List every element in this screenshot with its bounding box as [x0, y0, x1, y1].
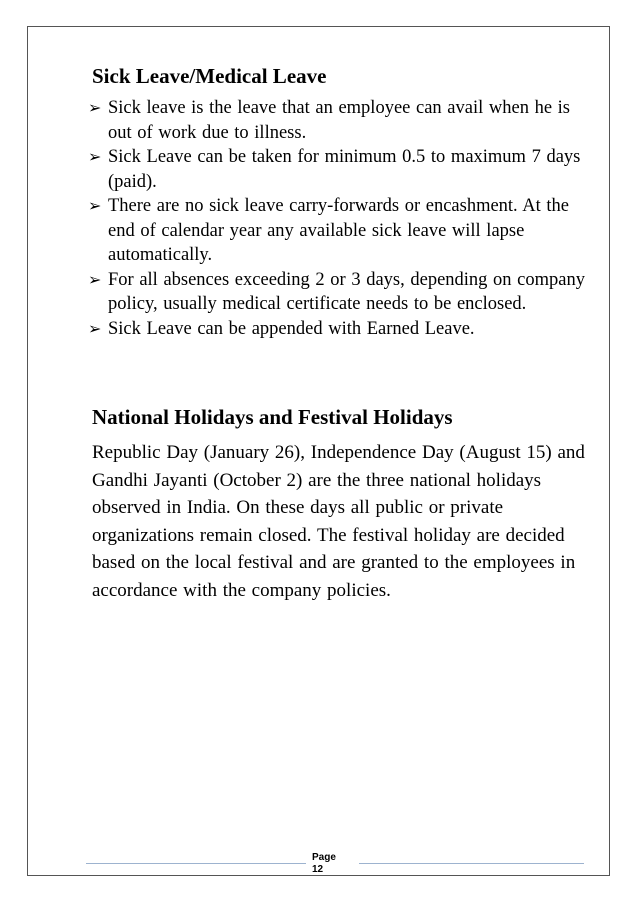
document-body: [88, 60, 592, 604]
arrow-bullet-icon: ➢: [88, 318, 102, 338]
arrow-bullet-icon: ➢: [88, 196, 102, 215]
page-label: Page: [312, 852, 336, 863]
sick-leave-list: [88, 96, 592, 341]
footer-rule-right: [359, 863, 584, 864]
list-item: [88, 268, 592, 317]
list-item: [88, 145, 592, 194]
list-item: [88, 96, 592, 145]
arrow-bullet-icon: ➢: [88, 147, 102, 166]
list-item-text: Sick Leave can be appended with Earned Leave.: [108, 318, 475, 339]
list-item-text: For all absences exceeding 2 or 3 days, depending on company policy, usually medical certificate needs to be enclosed.: [108, 269, 585, 314]
holidays-heading: National Holidays and Festival Holidays: [92, 405, 453, 429]
list-item-text: There are no sick leave carry-forwards or encashment. At the end of calendar year any available sick leave will lapse automatically.: [108, 196, 570, 265]
holidays-paragraph: Republic Day (January 26), Independence Day (August 15) and Gandhi Jayanti (October 2) are the three national holidays observed in India. On these days all public or private organizations remain closed. The festival holiday are decided based on the local festival and are granted to the employees in accordance with the company policies.: [92, 442, 585, 601]
page-number-value: 12: [312, 864, 324, 875]
page-number: [312, 852, 354, 876]
arrow-bullet-icon: ➢: [88, 98, 102, 117]
sick-leave-heading: Sick Leave/Medical Leave: [92, 64, 327, 88]
arrow-bullet-icon: ➢: [88, 269, 102, 289]
list-item: [88, 317, 592, 342]
list-item: [88, 194, 592, 268]
page-footer: [86, 850, 584, 880]
list-item-text: Sick leave is the leave that an employee can avail when he is out of work due to illness.: [108, 98, 570, 143]
footer-rule-left: [86, 863, 306, 864]
list-item-text: Sick Leave can be taken for minimum 0.5 to maximum 7 days (paid).: [108, 147, 581, 192]
